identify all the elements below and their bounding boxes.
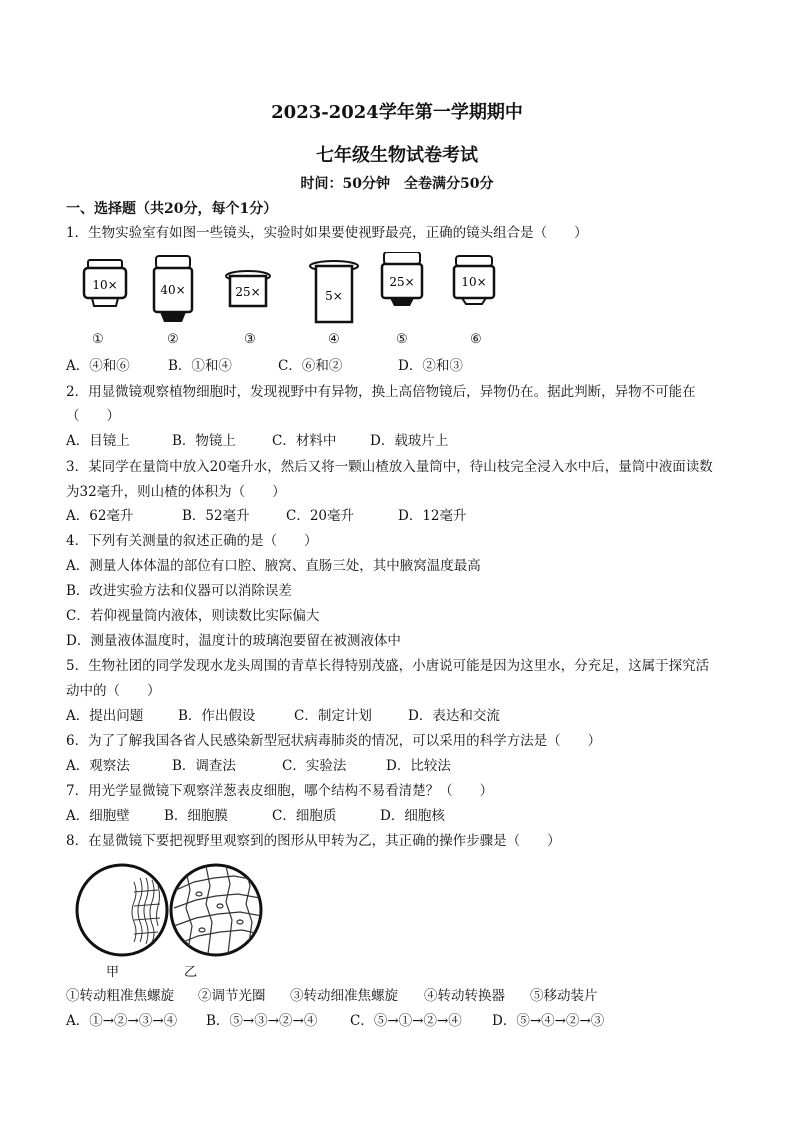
lens-number-1: ①: [92, 332, 104, 347]
q3-option-b[interactable]: B．52毫升: [182, 508, 250, 524]
question-2-stem-line2: （ ）: [66, 408, 120, 424]
question-3-stem-line2: 为32毫升，则山楂的体积为（ ）: [66, 484, 286, 500]
q8-option-b[interactable]: B．⑤→③→②→④: [206, 1013, 318, 1029]
question-6-stem: 6．为了了解我国各省人民感染新型冠状病毒肺炎的情况，可以采用的科学方法是（ ）: [66, 733, 602, 749]
q2-option-a[interactable]: A．目镜上: [66, 433, 130, 449]
question-3-stem-line1: 3．某同学在量筒中放入20毫升水，然后又将一颗山楂放入量筒中，待山枝完全浸入水中后，量筒中液面读数: [66, 459, 713, 475]
q8-step-4: ④转动转换器: [424, 988, 505, 1004]
lens-number-4: ④: [328, 332, 340, 347]
q1-option-d[interactable]: D．②和③: [398, 358, 463, 374]
view-jia: [77, 865, 167, 955]
lens-3: [226, 271, 270, 306]
q2-option-c[interactable]: C．材料中: [272, 433, 337, 449]
q8-step-3: ③转动细准焦螺旋: [290, 988, 398, 1004]
q6-option-d[interactable]: D．比较法: [386, 758, 451, 774]
lens-2: [154, 256, 192, 322]
question-8-options: [66, 1011, 604, 1031]
q8-step-5: ⑤移动装片: [530, 988, 598, 1004]
q3-option-a[interactable]: A．62毫升: [66, 508, 134, 524]
lens-2-label: 40×: [160, 283, 186, 297]
q2-option-d[interactable]: D．载玻片上: [370, 433, 449, 449]
lens-4-label: 5×: [325, 289, 343, 303]
exam-title-year: 2023-2024学年第一学期期中: [271, 102, 523, 123]
lens-number-5: ⑤: [396, 332, 408, 347]
q7-option-a[interactable]: A．细胞壁: [66, 808, 130, 824]
q1-option-a[interactable]: A．④和⑥: [66, 358, 130, 374]
q1-option-b[interactable]: B．①和④: [168, 358, 232, 374]
q7-option-c[interactable]: C．细胞质: [272, 808, 337, 824]
q8-step-2: ②调节光圈: [198, 988, 266, 1004]
question-5-stem-line1: 5．生物社团的同学发现水龙头周围的青草长得特别茂盛，小唐说可能是因为这里水，分充足，这属于探究活: [66, 658, 710, 674]
question-1-stem: 1．生物实验室有如图一些镜头，实验时如果要使视野最亮，正确的镜头组合是（ ）: [66, 225, 588, 241]
q3-option-c[interactable]: C．20毫升: [286, 508, 355, 524]
question-8-stem: 8．在显微镜下要把视野里观察到的图形从甲转为乙，其正确的操作步骤是（ ）: [66, 833, 561, 849]
view-yi: [171, 865, 262, 955]
view-label-jia: 甲: [106, 965, 120, 980]
question-5-options: [66, 706, 500, 726]
question-2-stem-line1: 2．用显微镜观察植物细胞时，发现视野中有异物，换上高倍物镜后，异物仍在。据此判断，异物不可能在: [66, 384, 696, 400]
question-7-stem: 7．用光学显微镜下观察洋葱表皮细胞，哪个结构不易看清楚？（ ）: [66, 783, 494, 799]
section-title-choice: 一、选择题（共20分，每个1分）: [66, 201, 278, 217]
question-5-stem-line2: 动中的（ ）: [66, 683, 161, 699]
question-1-options: [66, 356, 463, 376]
lens-5: [382, 252, 422, 306]
q2-option-b[interactable]: B．物镜上: [172, 433, 236, 449]
q8-option-d[interactable]: D．⑤→④→②→③: [492, 1013, 605, 1029]
q4-option-a[interactable]: A．测量人体体温的部位有口腔、腋窝、直肠三处，其中腋窝温度最高: [66, 558, 481, 574]
lens-number-2: ②: [167, 332, 179, 347]
q1-option-c[interactable]: C．⑥和②: [278, 358, 343, 374]
question-7-options: [66, 806, 445, 826]
q6-option-b[interactable]: B．调查法: [172, 758, 236, 774]
microscope-view-figure: [74, 860, 274, 960]
q3-option-d[interactable]: D．12毫升: [398, 508, 467, 524]
view-label-yi: 乙: [184, 965, 198, 980]
q4-option-c[interactable]: C．若仰视量筒内液体，则读数比实际偏大: [66, 608, 320, 624]
q6-option-a[interactable]: A．观察法: [66, 758, 130, 774]
q5-option-b[interactable]: B．作出假设: [178, 708, 256, 724]
question-6-options: [66, 756, 451, 776]
lens-number-3: ③: [244, 332, 256, 347]
lens-4: [310, 261, 358, 322]
q4-option-d[interactable]: D．测量液体温度时，温度计的玻璃泡要留在被测液体中: [66, 633, 401, 649]
lens-number-6: ⑥: [470, 332, 482, 347]
q6-option-c[interactable]: C．实验法: [282, 758, 347, 774]
exam-title-subject: 七年级生物试卷考试: [316, 145, 478, 166]
q8-option-a[interactable]: A．①→②→③→④: [66, 1013, 178, 1029]
q5-option-d[interactable]: D．表达和交流: [408, 708, 500, 724]
q8-step-1: ①转动粗准焦螺旋: [66, 988, 174, 1004]
question-2-options: [66, 431, 448, 451]
q8-option-c[interactable]: C．⑤→①→②→④: [350, 1013, 462, 1029]
q4-option-b[interactable]: B．改进实验方法和仪器可以消除误差: [66, 583, 292, 599]
lens-1: [84, 260, 126, 306]
q5-option-c[interactable]: C．制定计划: [294, 708, 372, 724]
question-4-stem: 4．下列有关测量的叙述正确的是（ ）: [66, 533, 318, 549]
question-3-options: [66, 506, 467, 526]
lens-figure: [80, 252, 520, 342]
q7-option-d[interactable]: D．细胞核: [380, 808, 445, 824]
lens-6-label: 10×: [461, 275, 487, 289]
q7-option-b[interactable]: B．细胞膜: [164, 808, 228, 824]
lens-6: [454, 256, 494, 304]
lens-3-label: 25×: [235, 285, 261, 299]
lens-1-label: 10×: [92, 278, 118, 292]
question-8-steps: [66, 986, 598, 1006]
exam-time-info: 时间：50分钟 全卷满分50分: [300, 176, 494, 192]
lens-5-label: 25×: [389, 275, 415, 289]
q5-option-a[interactable]: A．提出问题: [66, 708, 144, 724]
